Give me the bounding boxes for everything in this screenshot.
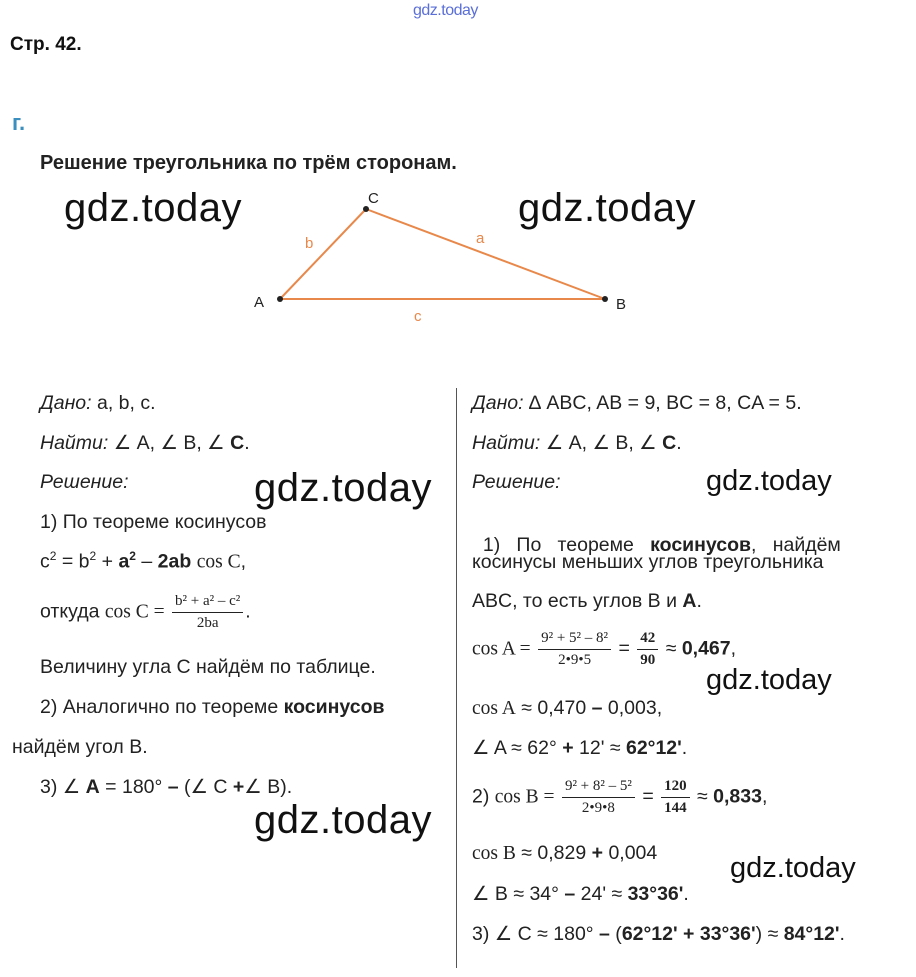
watermark: gdz.today xyxy=(518,186,696,230)
page-title: Стр. 42. xyxy=(10,34,82,55)
left-given: Дано: a, b, c. xyxy=(40,392,156,414)
section-letter: г. xyxy=(12,110,26,135)
vertex-b-label: B xyxy=(616,296,627,313)
left-step3: 3) ∠ A = 180° – (∠ C +∠ B). xyxy=(40,776,293,798)
watermark: gdz.today xyxy=(706,664,832,696)
watermark: gdz.today xyxy=(254,466,432,510)
right-step3: 3) ∠ C ≈ 180° – (62°12' + 33°36') ≈ 84°12'. xyxy=(472,923,845,945)
right-find: Найти: ∠ A, ∠ B, ∠ C. xyxy=(472,432,682,454)
left-solution-label: Решение: xyxy=(40,471,129,493)
vertex-c-label: C xyxy=(368,190,379,207)
watermark: gdz.today xyxy=(730,852,856,884)
right-cosa-fraction: cos A = $\frac{\text{9² + 5² – 8²}}{2•9•5}$ = $\frac{42}{90}$ ≈ 0,467, xyxy=(472,630,737,668)
watermark: gdz.today xyxy=(706,465,832,497)
side-b-line xyxy=(280,209,366,299)
left-step1: 1) По теореме косинусов xyxy=(40,511,267,533)
right-angle-b: ∠ B ≈ 34° – 24' ≈ 33°36'. xyxy=(472,883,689,905)
vertex-a-point xyxy=(277,296,283,302)
watermark: gdz.today xyxy=(254,798,432,842)
right-given: Дано: ∆ ABC, AB = 9, BC = 8, CA = 5. xyxy=(472,392,802,414)
task-title: Решение треугольника по трём сторонам. xyxy=(40,152,457,174)
watermark: gdz.today xyxy=(64,186,242,230)
left-find: Найти: ∠ A, ∠ B, ∠ C. xyxy=(40,432,250,454)
side-a-line xyxy=(366,209,605,299)
left-cosc-fraction: откуда cos C = $\frac{\text{b² + a² – c²}}{2ba}$ . xyxy=(40,593,251,631)
right-step1-line3: ABC, то есть углов B и A. xyxy=(472,590,702,612)
vertex-b-point xyxy=(602,296,608,302)
vertex-a-label: A xyxy=(254,294,265,311)
left-cosine-formula: $c^2 = b^2 + a^2 - 2ab$ cos C, xyxy=(40,549,246,573)
right-cosb-fraction: 2) cos B = $\frac{\text{9² + 8² – 5²}}{2•9•8}$ = $\frac{120}{144}$ ≈ 0,833, xyxy=(472,778,768,816)
left-step2: 2) Аналогично по теореме косинусов xyxy=(40,696,385,718)
right-cosb-approx: cos B ≈ 0,829 + 0,004 xyxy=(472,842,658,864)
side-a-label: a xyxy=(476,230,485,247)
column-divider xyxy=(456,388,457,968)
left-step2-cont: найдём угол B. xyxy=(12,736,148,758)
right-step1: 1) По теореме косинусов, найдём xyxy=(482,534,841,556)
side-b-label: b xyxy=(305,235,314,252)
left-table-line: Величину угла C найдём по таблице. xyxy=(40,656,376,678)
right-step1-line2: косинусы меньших углов треугольника xyxy=(472,551,824,573)
right-angle-a: ∠ A ≈ 62° + 12' ≈ 62°12'. xyxy=(472,737,688,759)
right-solution-label: Решение: xyxy=(472,471,561,493)
right-cosa-approx: cos A ≈ 0,470 – 0,003, xyxy=(472,697,663,719)
side-c-label: c xyxy=(414,308,422,325)
triangle-diagram xyxy=(0,0,916,340)
watermark-top: gdz.today xyxy=(413,2,478,19)
